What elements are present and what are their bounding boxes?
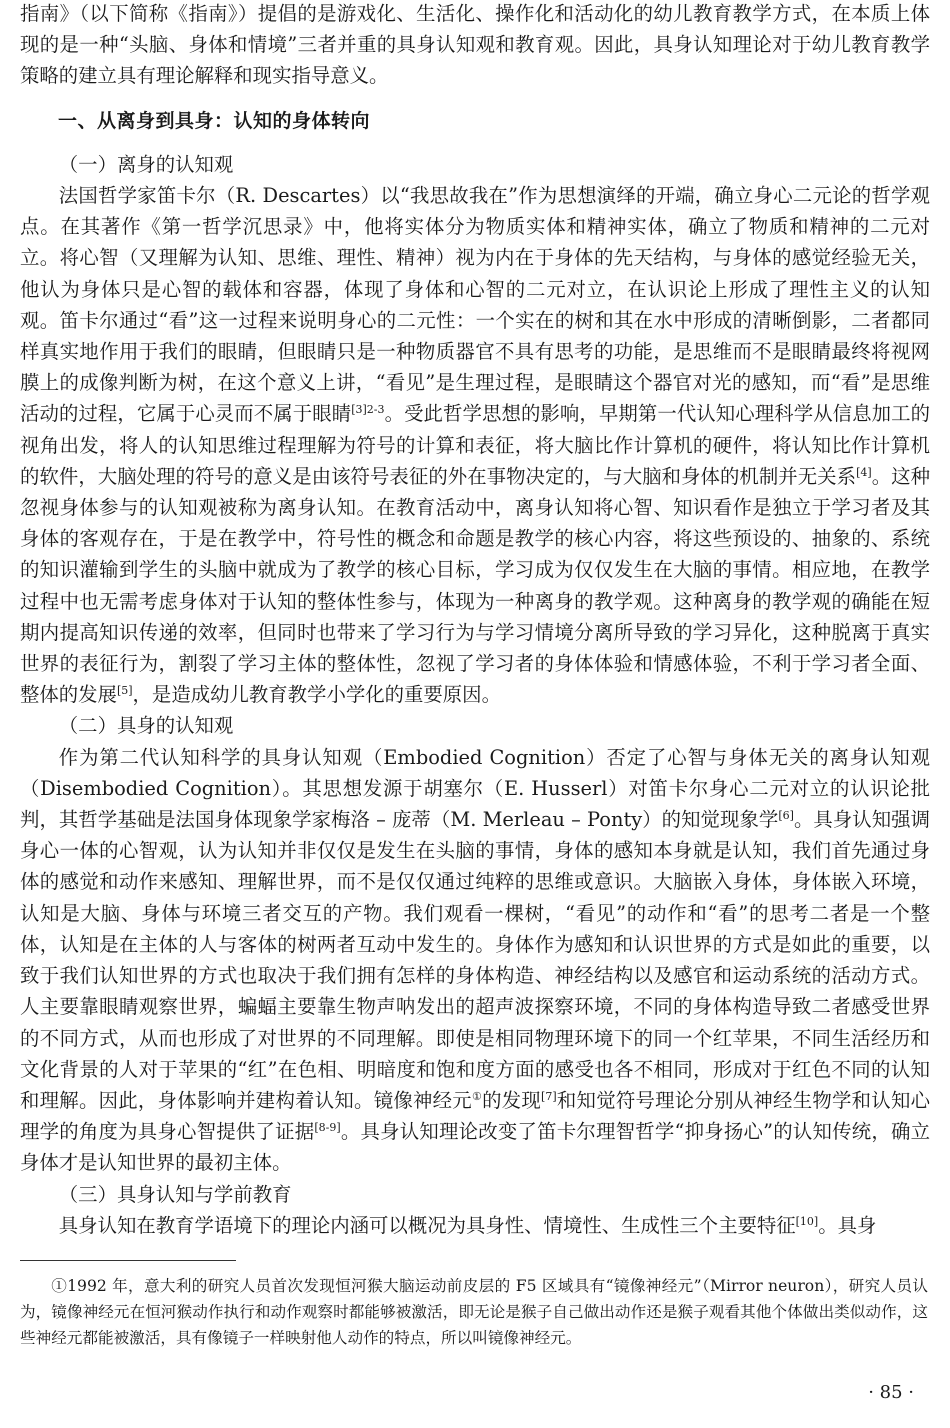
text-run: 。具身认知强调身心一体的心智观，认为认知并非仅仅是发生在头脑的事情，身体的感知本身就是认知，我们首先通过身体的感觉和动作来感知、理解世界，而不是仅仅通过纯粹的思维或意识。大脑嵌入身体，身体嵌入环境，认知是大脑、身体与环境三者交互的产物。我们观看一棵树，“看见”的动作和“看”的思考二者是一个整体，认知是在主体的人与客体的树两者互动中发生的。身体作为感知和认识世界的方式是如此的重要，以致于我们认知世界的方式也取决于我们拥有怎样的身体构造、神经结构以及感官和运动系统的活动方式。人主要靠眼睛观察世界，蝙蝠主要靠生物声呐发出的超声波探察环境，不同的身体构造导致二者感受世界的不同方式，从而也形成了对世界的不同理解。即使是相同物理环境下的同一个红苹果，不同生活经历和文化背景的人对于苹果的“红”在色相、明暗度和饱和度方面的感受也各不相同，形成对于红色不同的认知和理解。因此，身体影响并建构着认知。镜像神经元: [20, 808, 930, 1112]
citation: [8-9]: [314, 1121, 341, 1135]
text-run: 法国哲学家笛卡尔（R. Descartes）以“我思故我在”作为思想演绎的开端，确立身心二元论的哲学观点。在其著作《第一哲学沉思录》中，他将实体分为物质实体和精神实体，确立了物质和精神的二元对立。将心智（又理解为认知、思维、理性、精神）视为内在于身体的先天结构，与身体的感觉经验无关，他认为身体只是心智的载体和容器，体现了身体和心智的二元对立，在认识论上形成了理性主义的认知观。笛卡尔通过“看”这一过程来说明身心的二元性：一个实在的树和其在水中形成的清晰倒影，二者都同样真实地作用于我们的眼睛，但眼睛只是一种物质器官不具有思考的功能，是思维而不是眼睛最终将视网膜上的成像判断为树，在这个意义上讲，“看见”是生理过程，是眼睛这个器官对光的感知，而“看”是思维活动的过程，它属于心灵而不属于眼睛: [20, 184, 930, 426]
citation: [10]: [795, 1214, 819, 1228]
body-text: [20, 0, 930, 1241]
section-heading: 一、从离身到具身：认知的身体转向: [58, 109, 371, 132]
paragraph-disembodied: [20, 180, 930, 710]
text-run: 。受此哲学思想的影响，早期第一代认知心理科学从信息加工的视角出发，将人的认知思维过程理解为符号的计算和表征，将大脑比作计算机的硬件，将认知比作计算机的软件，大脑处理的符号的意义是由该符号表征的外在事物决定的，与大脑和身体的机制并无关系: [20, 402, 931, 488]
text-run: ，是造成幼儿教育教学小学化的重要原因。: [132, 683, 501, 707]
text-run: 具身认知在教育学语境下的理论内涵可以概况为具身性、情境性、生成性三个主要特征: [58, 1213, 796, 1237]
text-run: 的发现: [482, 1088, 542, 1112]
page-number: · 85 ·: [868, 1382, 914, 1403]
citation: [5]: [116, 684, 133, 698]
paragraph-preschool: [20, 1210, 930, 1241]
subsection-heading-2: （二）具身的认知观: [58, 714, 234, 738]
intro-paragraph: 指南》（以下简称《指南》）提倡的是游戏化、生活化、操作化和活动化的幼儿教育教学方式，在本质上体现的是一种“头脑、身体和情境”三者并重的具身认知观和教育观。因此，具身认知理论对于幼儿教育教学策略的建立具有理论解释和现实指导意义。: [20, 2, 930, 88]
citation: [3]2-3: [351, 403, 385, 417]
footnote-marker: ①: [471, 1089, 483, 1103]
text-run: 。这种忽视身体参与的认知观被称为离身认知。在教育活动中，离身认知将心智、知识看作是独立于学习者及其身体的客观存在，于是在教学中，符号性的概念和命题是教学的核心内容，将这些预设的、抽象的、系统的知识灌输到学生的头脑中就成为了教学的核心目标，学习成为仅仅发生在大脑的事情。相应地，在教学过程中也无需考虑身体对于认知的整体性参与，体现为一种离身的教学观。这种离身的教学观的确能在短期内提高知识传递的效率，但同时也带来了学习行为与学习情境分离所导致的学习异化，这种脱离于真实世界的表征行为，割裂了学习主体的整体性，忽视了学习者的身体体验和情感体验，不利于学习者全面、整体的发展: [20, 464, 931, 707]
text-run: 。具身: [818, 1213, 877, 1237]
text-run: 作为第二代认知科学的具身认知观（Embodied Cognition）否定了心智与身体无关的离身认知观（Disembodied Cognition）。其思想发源于胡塞尔（E. Husserl）对笛卡尔身心二元对立的认识论批判，其哲学基础是法国身体现象学家梅洛 – 庞蒂（M. Merleau – Ponty）的知觉现象学: [20, 745, 930, 832]
footnote: ①1992 年，意大利的研究人员首次发现恒河猴大脑运动前皮层的 F5 区域具有“镜像神经元”（Mirror neuron），研究人员认为，镜像神经元在恒河猴动作执行和动作观察时都能够被激活，即无论是猴子自己做出动作还是猴子观看其他个体做出类似动作，这些神经元都能被激活，具有像镜子一样映射他人动作的特点，所以叫镜像神经元。: [20, 1277, 928, 1347]
citation: [7]: [541, 1089, 557, 1103]
text-run: 。具身认知理论改变了笛卡尔理智哲学“抑身扬心”的认知传统，确立身体才是认知世界的最初主体。: [20, 1120, 930, 1175]
citation: [6]: [778, 809, 794, 823]
text-run: 和知觉符号理论分别从神经生物学和认知心理学的角度为具身心智提供了证据: [20, 1088, 930, 1144]
footnote-divider: [20, 1260, 236, 1261]
citation: [4]: [856, 465, 872, 479]
paragraph-embodied: [20, 742, 930, 1179]
subsection-heading-1: （一）离身的认知观: [58, 152, 234, 176]
subsection-heading-3: （三）具身认知与学前教育: [58, 1182, 292, 1206]
